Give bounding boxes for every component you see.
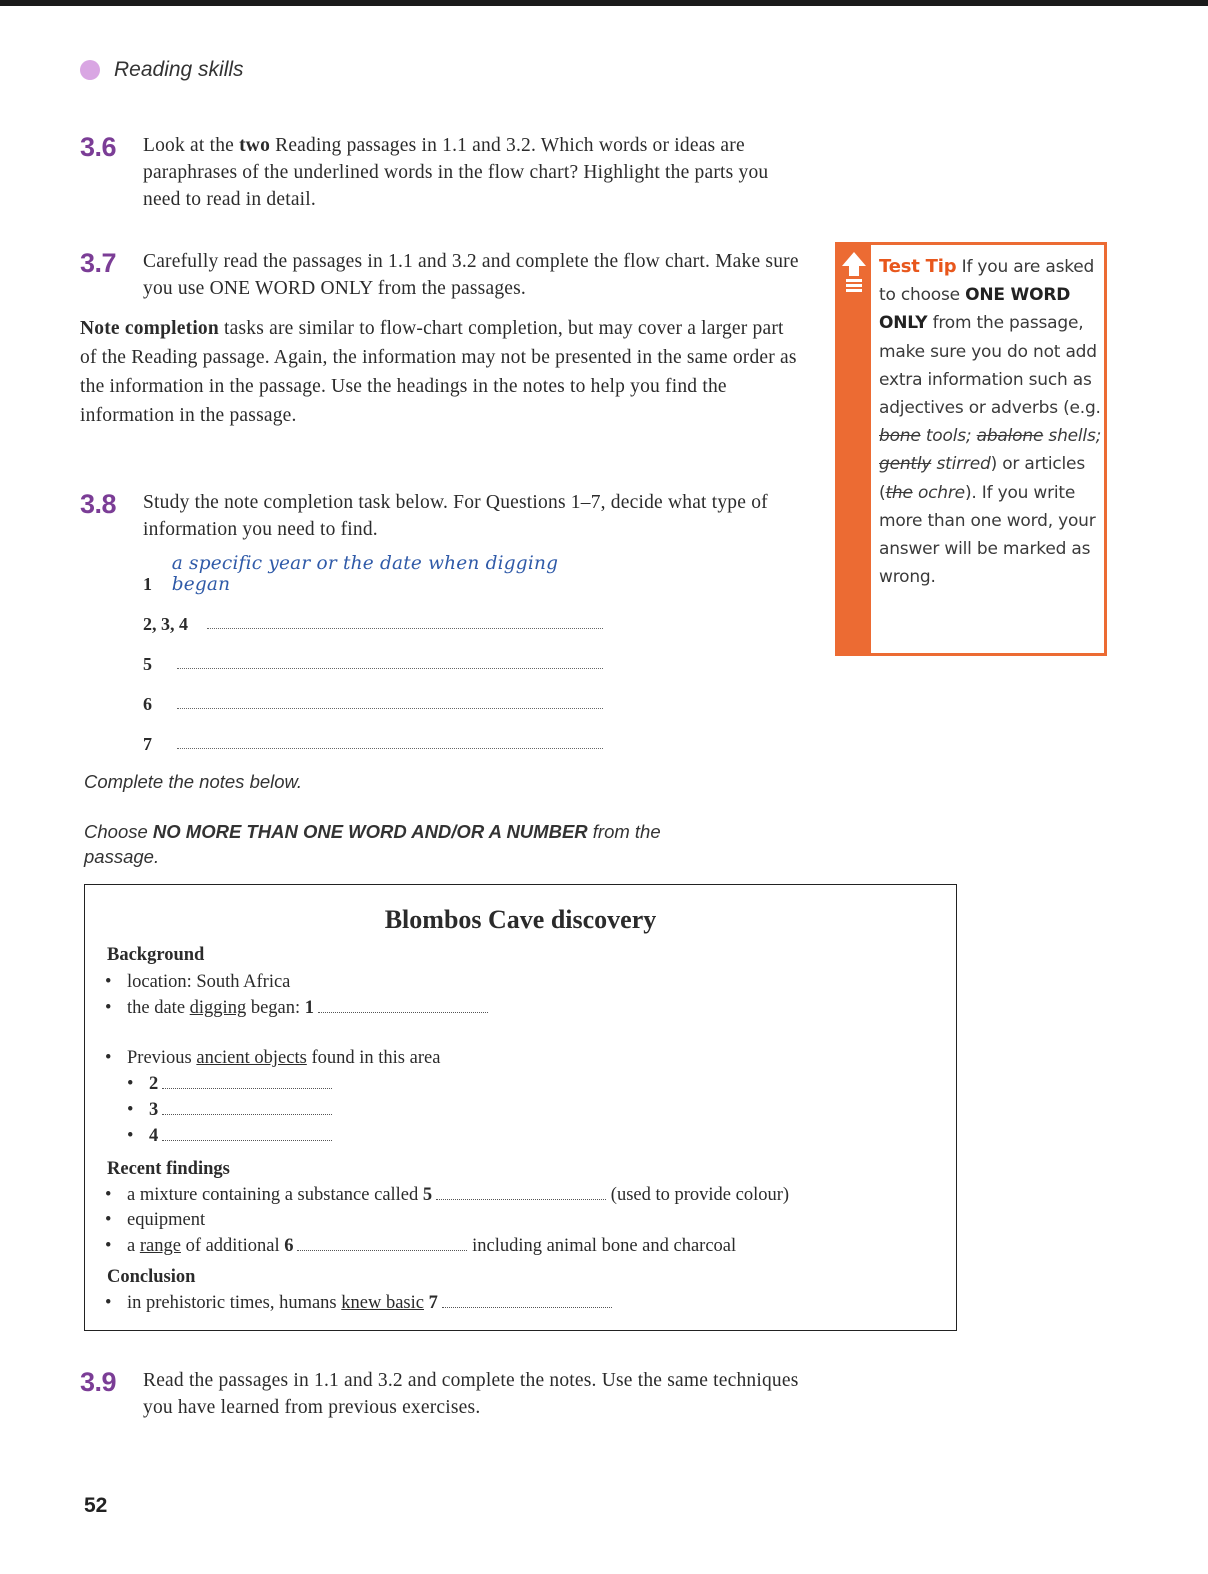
answer-blank-3[interactable] bbox=[162, 1113, 332, 1115]
note-completion-paragraph: Note completion tasks are similar to flow-chart completion, but may cover a larger part of the Reading passage. Again, the information may not be presented in the same order as the information in the passage. Use the headings in the notes to help you find the information in the passage. bbox=[80, 318, 797, 426]
exercise-number: 3.7 bbox=[80, 248, 117, 278]
exercise-text: Look at the two Reading passages in 1.1 and 3.2. Which words or ideas are paraphrases of the underlined words in the flow chart? Highlight the parts you need to read in detail. bbox=[143, 135, 769, 210]
exercise-number: 3.9 bbox=[80, 1367, 117, 1397]
exercise-3-8 bbox=[80, 489, 800, 543]
exercise-3-7 bbox=[80, 248, 800, 302]
question-number: 6 bbox=[143, 694, 152, 714]
note-location: • location: South Africa bbox=[105, 972, 291, 992]
answer-blank-4[interactable] bbox=[162, 1139, 332, 1141]
note-item-4: • 4 bbox=[127, 1126, 332, 1147]
answer-blank-6[interactable] bbox=[297, 1249, 467, 1251]
exercise-text: Read the passages in 1.1 and 3.2 and complete the notes. Use the same techniques you have learned from previous exercises. bbox=[143, 1370, 799, 1418]
question-number: 5 bbox=[143, 654, 152, 674]
note-item-3: • 3 bbox=[127, 1100, 332, 1121]
heading-conclusion: Conclusion bbox=[107, 1267, 196, 1287]
note-date: • the date digging began: 1 bbox=[105, 998, 488, 1019]
exercise-3-9 bbox=[80, 1367, 800, 1421]
question-list bbox=[143, 555, 603, 755]
instruction-word-limit: Choose NO MORE THAN ONE WORD AND/OR A NUMBER from the passage. bbox=[84, 821, 661, 867]
answer-blank-1[interactable] bbox=[318, 1011, 488, 1013]
note-conclusion: • in prehistoric times, humans knew basic 7 bbox=[105, 1293, 612, 1314]
question-row bbox=[143, 595, 603, 635]
notes-box bbox=[84, 884, 957, 1331]
note-equipment: • equipment bbox=[105, 1210, 206, 1230]
question-row bbox=[143, 675, 603, 715]
question-row bbox=[143, 555, 603, 595]
question-number: 1 bbox=[143, 574, 152, 594]
note-range: • a range of additional 6 including animal bone and charcoal bbox=[105, 1236, 737, 1256]
test-tip-text: Test Tip If you are asked to choose ONE WORD ONLY from the passage, make sure you do not add extra information such as adjectives or adverbs (e.g. bone tools; abalone shells; gently stirred) or articles (the ochre). If you write more than one word, your answer will be marked as wrong. bbox=[871, 245, 1104, 653]
note-mixture: • a mixture containing a substance called 5 (used to provide colour) bbox=[105, 1185, 790, 1205]
heading-background: Background bbox=[107, 945, 205, 965]
arrow-up-icon bbox=[841, 250, 867, 294]
exercise-text: Carefully read the passages in 1.1 and 3.2 and complete the flow chart. Make sure you use ONE WORD ONLY from the passages. bbox=[143, 251, 799, 299]
question-row bbox=[143, 635, 603, 675]
question-row bbox=[143, 715, 603, 755]
test-tip-box bbox=[835, 242, 1107, 656]
notes-title: Blombos Cave discovery bbox=[384, 905, 657, 934]
handwritten-answer: a specific year or the date when digging began bbox=[171, 553, 559, 595]
top-border bbox=[0, 0, 1208, 6]
answer-blank[interactable] bbox=[177, 747, 603, 749]
instruction-complete-notes: Complete the notes below. bbox=[84, 771, 303, 792]
answer-blank-2[interactable] bbox=[162, 1087, 332, 1089]
exercise-number: 3.6 bbox=[80, 132, 117, 162]
exercise-number: 3.8 bbox=[80, 489, 117, 519]
heading-recent-findings: Recent findings bbox=[107, 1159, 230, 1179]
note-item-2: • 2 bbox=[127, 1074, 332, 1095]
section-bullet-icon bbox=[80, 60, 100, 80]
answer-blank[interactable] bbox=[177, 667, 603, 669]
section-header bbox=[80, 58, 244, 82]
question-number: 7 bbox=[143, 734, 152, 754]
answer-blank[interactable] bbox=[177, 707, 603, 709]
exercise-3-6 bbox=[80, 132, 800, 213]
section-title: Reading skills bbox=[114, 58, 244, 81]
answer-blank[interactable] bbox=[207, 627, 603, 629]
note-previous-objects: • Previous ancient objects found in this area bbox=[105, 1048, 441, 1068]
question-number: 2, 3, 4 bbox=[143, 614, 188, 634]
answer-blank-7[interactable] bbox=[442, 1306, 612, 1308]
answer-blank-5[interactable] bbox=[436, 1198, 606, 1200]
exercise-text: Study the note completion task below. For Questions 1–7, decide what type of information you need to find. bbox=[143, 492, 768, 540]
page-number: 52 bbox=[84, 1494, 108, 1517]
